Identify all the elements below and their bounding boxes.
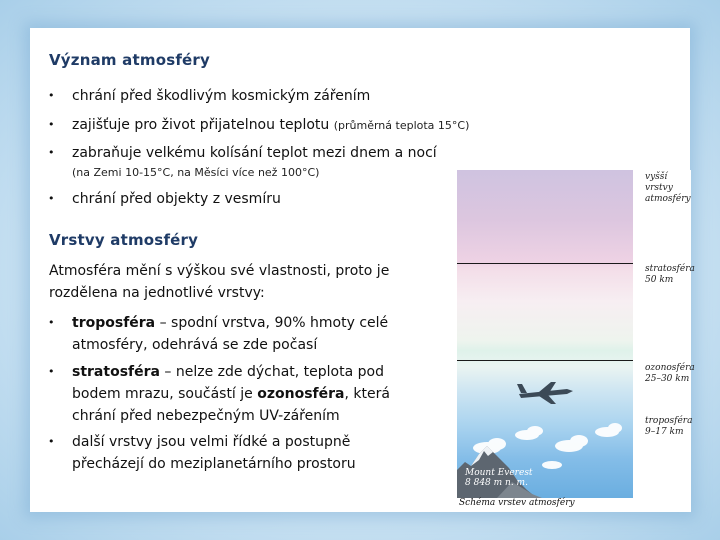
slide: Význam atmosféry • chrání před škodlivým kosmickým zářením • zajišťuje pro život přijatelnou teplotu (průměrná teplota 15°C) • zabraňuje velkému kolísání teplot mezi dnem a nocí (na Zemi 10-15°C, na Měsíci více než 100°C) • chrání před objekty z vesmíru Vrstvy atmosféry Atmosféra mění s výškou své vlastnosti, proto je rozdělena na jednotlivé vrstvy: • troposféra – spodní vrstva, 90% hmoty celé atmosféry, odehrává se zde počasí • stratosféra – nelze zde dýchat, teplota pod bodem mrazu, součástí je ozonosféra, která chrání před nebezpečným UV-zářením • další vrstvy jsou velmi řídké a postupně přecházejí do meziplanetárního prostoru Mount Everest 8 848 m n. m. vyšší vrstvy atmosféry stratosféra 50 km ozonosféra 25–30 km troposféra 9–17 km Schéma vrstev atmosféry [30,28,690,512]
label-troposfera: troposféra 9–17 km [645,416,693,437]
diagram-illustration [457,170,635,498]
label-ozonosfera: ozonosféra 25–30 km [645,363,695,384]
bullet-marker: • [48,316,55,329]
term-stratosfera: stratosféra [72,364,160,380]
bullet-note: (na Zemi 10-15°C, na Měsíci více než 100°C) [72,166,320,179]
diagram-caption: Schéma vrstev atmosféry [459,498,575,508]
intro-line: rozdělena na jednotlivé vrstvy: [49,285,265,301]
bullet-marker: • [48,365,55,378]
bullet-marker: • [48,118,55,131]
term-troposfera: troposféra [72,315,156,331]
bullet-text: zabraňuje velkému kolísání teplot mezi dnem a nocí [72,145,437,161]
label-upper-layers: vyšší vrstvy atmosféry [645,172,691,204]
bullet-marker: • [48,89,55,102]
airplane-icon [517,382,573,404]
bullet-marker: • [48,192,55,205]
bullet-note: (průměrná teplota 15°C) [333,119,470,132]
label-stratosfera: stratosféra 50 km [645,264,695,285]
bullet-marker: • [48,146,55,159]
heading-vrstvy: Vrstvy atmosféry [49,231,199,249]
term-ozonosfera: ozonosféra [257,386,345,402]
bullet-text: chrání před objekty z vesmíru [72,191,281,207]
atmosphere-layers-diagram [455,170,695,512]
bullet-text: zajišťuje pro život přijatelnou teplotu [72,117,330,133]
everest-label: Mount Everest [465,468,533,478]
intro-line: Atmosféra mění s výškou své vlastnosti, proto je [49,263,390,279]
bullet-text: chrání před škodlivým kosmickým zářením [72,88,371,104]
bullet-marker: • [48,435,55,448]
everest-height-label: 8 848 m n. m. [465,478,528,488]
heading-vyznam: Význam atmosféry [49,51,211,69]
